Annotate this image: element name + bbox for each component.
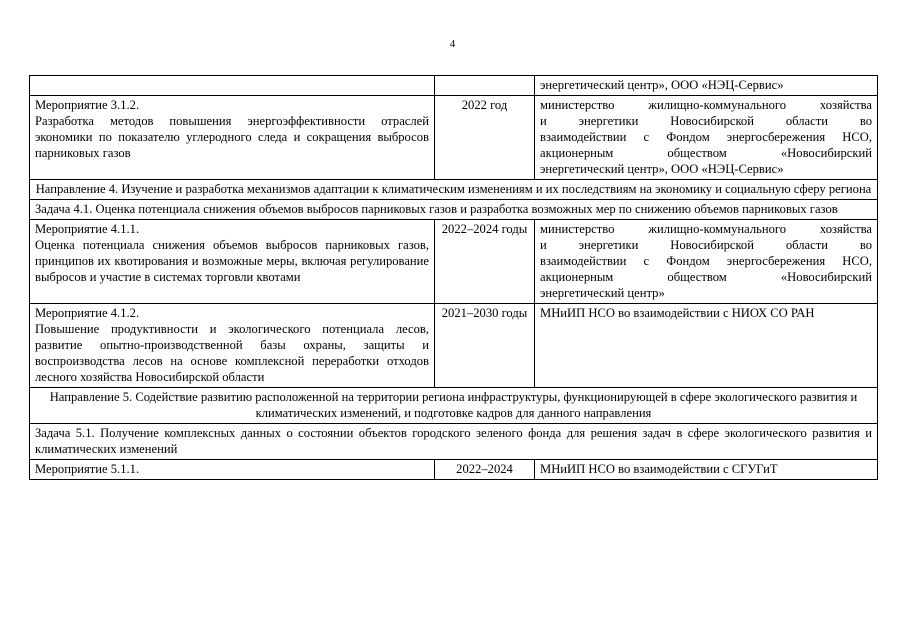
executor-cell: [535, 304, 878, 388]
term-text: 2022 год: [461, 98, 508, 112]
activity-cell: [30, 460, 435, 480]
activity-title: Мероприятие 4.1.1.: [35, 222, 140, 236]
table-row: [30, 220, 878, 304]
table-row: [30, 424, 878, 460]
executor-cell: [535, 460, 878, 480]
task-heading: Задача 5.1. Получение комплексных данных о состоянии объектов городского зеленого фонда для решения задач в сфере экологического развития и климатических изменений: [30, 424, 878, 460]
term-text: 2021–2030 годы: [441, 306, 528, 320]
activity-title: Мероприятие 5.1.1.: [35, 462, 140, 476]
executor-line: акционерным обществом «Новосибирский: [540, 146, 872, 160]
activity-cell: [30, 96, 435, 180]
executor-cell: [535, 96, 878, 180]
direction-heading: Направление 5. Содействие развитию расположенной на территории региона инфраструктуры, функционирующей в сфере экологического развития и климатических изменений, и подготовке кадров для данного направления: [30, 388, 878, 424]
table-row: [30, 180, 878, 200]
activity-description: Повышение продуктивности и экологического потенциала лесов, развитие опытно-производственной базы охраны, защиты и воспроизводства лесов на основе комплексной переработки отходов лесного хозяйства Новосибирской области: [35, 322, 429, 384]
term-text: 2022–2024 годы: [441, 222, 528, 236]
executor-line: взаимодействии с Фондом энергосбережения НСО,: [540, 254, 872, 268]
task-heading: Задача 4.1. Оценка потенциала снижения объемов выбросов парниковых газов и разработка возможных мер по снижению объемов парниковых газов: [30, 200, 878, 220]
table-row: [30, 388, 878, 424]
executor-line: взаимодействии с Фондом энергосбережения НСО,: [540, 130, 872, 144]
term-cell: [435, 96, 535, 180]
executor-cell: [535, 76, 878, 96]
activity-cell: [30, 220, 435, 304]
table-row: [30, 200, 878, 220]
executor-text: энергетический центр», ООО «НЭЦ-Сервис»: [540, 78, 784, 92]
executor-line: министерство жилищно-коммунального хозяйства: [540, 222, 872, 236]
direction-heading: Направление 4. Изучение и разработка механизмов адаптации к климатическим изменениям и их последствиям на экономику и социальную сферу региона: [30, 180, 878, 200]
executor-line: и энергетики Новосибирской области во: [540, 238, 872, 252]
executor-line: энергетический центр»: [540, 286, 665, 300]
table-row: [30, 76, 878, 96]
activities-table: [29, 75, 878, 480]
executor-text: МНиИП НСО во взаимодействии с СГУГиТ: [540, 462, 778, 476]
activity-description: Оценка потенциала снижения объемов выбросов парниковых газов, принципов их квотирования и возможные меры, включая регулирование выбросов и участие в системах торговли квотами: [35, 238, 429, 284]
term-cell: [435, 76, 535, 96]
term-cell: [435, 304, 535, 388]
executor-line: акционерным обществом «Новосибирский: [540, 270, 872, 284]
term-cell: [435, 460, 535, 480]
table-row: [30, 96, 878, 180]
activity-title: Мероприятие 4.1.2.: [35, 306, 140, 320]
term-cell: [435, 220, 535, 304]
activity-title: Мероприятие 3.1.2.: [35, 98, 140, 112]
executor-cell: [535, 220, 878, 304]
executor-line: министерство жилищно-коммунального хозяйства: [540, 98, 872, 112]
table-row: [30, 460, 878, 480]
term-text: 2022–2024: [456, 462, 513, 476]
executor-text: МНиИП НСО во взаимодействии с НИОХ СО РАН: [540, 306, 815, 320]
page-number: 4: [449, 38, 456, 50]
table-row: [30, 304, 878, 388]
executor-line: энергетический центр», ООО «НЭЦ-Сервис»: [540, 162, 784, 176]
activity-cell: [30, 304, 435, 388]
executor-line: и энергетики Новосибирской области во: [540, 114, 872, 128]
activity-description: Разработка методов повышения энергоэффективности отраслей экономики по показателю углеродного следа и сокращения выбросов парниковых газов: [35, 114, 429, 160]
activity-cell: [30, 76, 435, 96]
